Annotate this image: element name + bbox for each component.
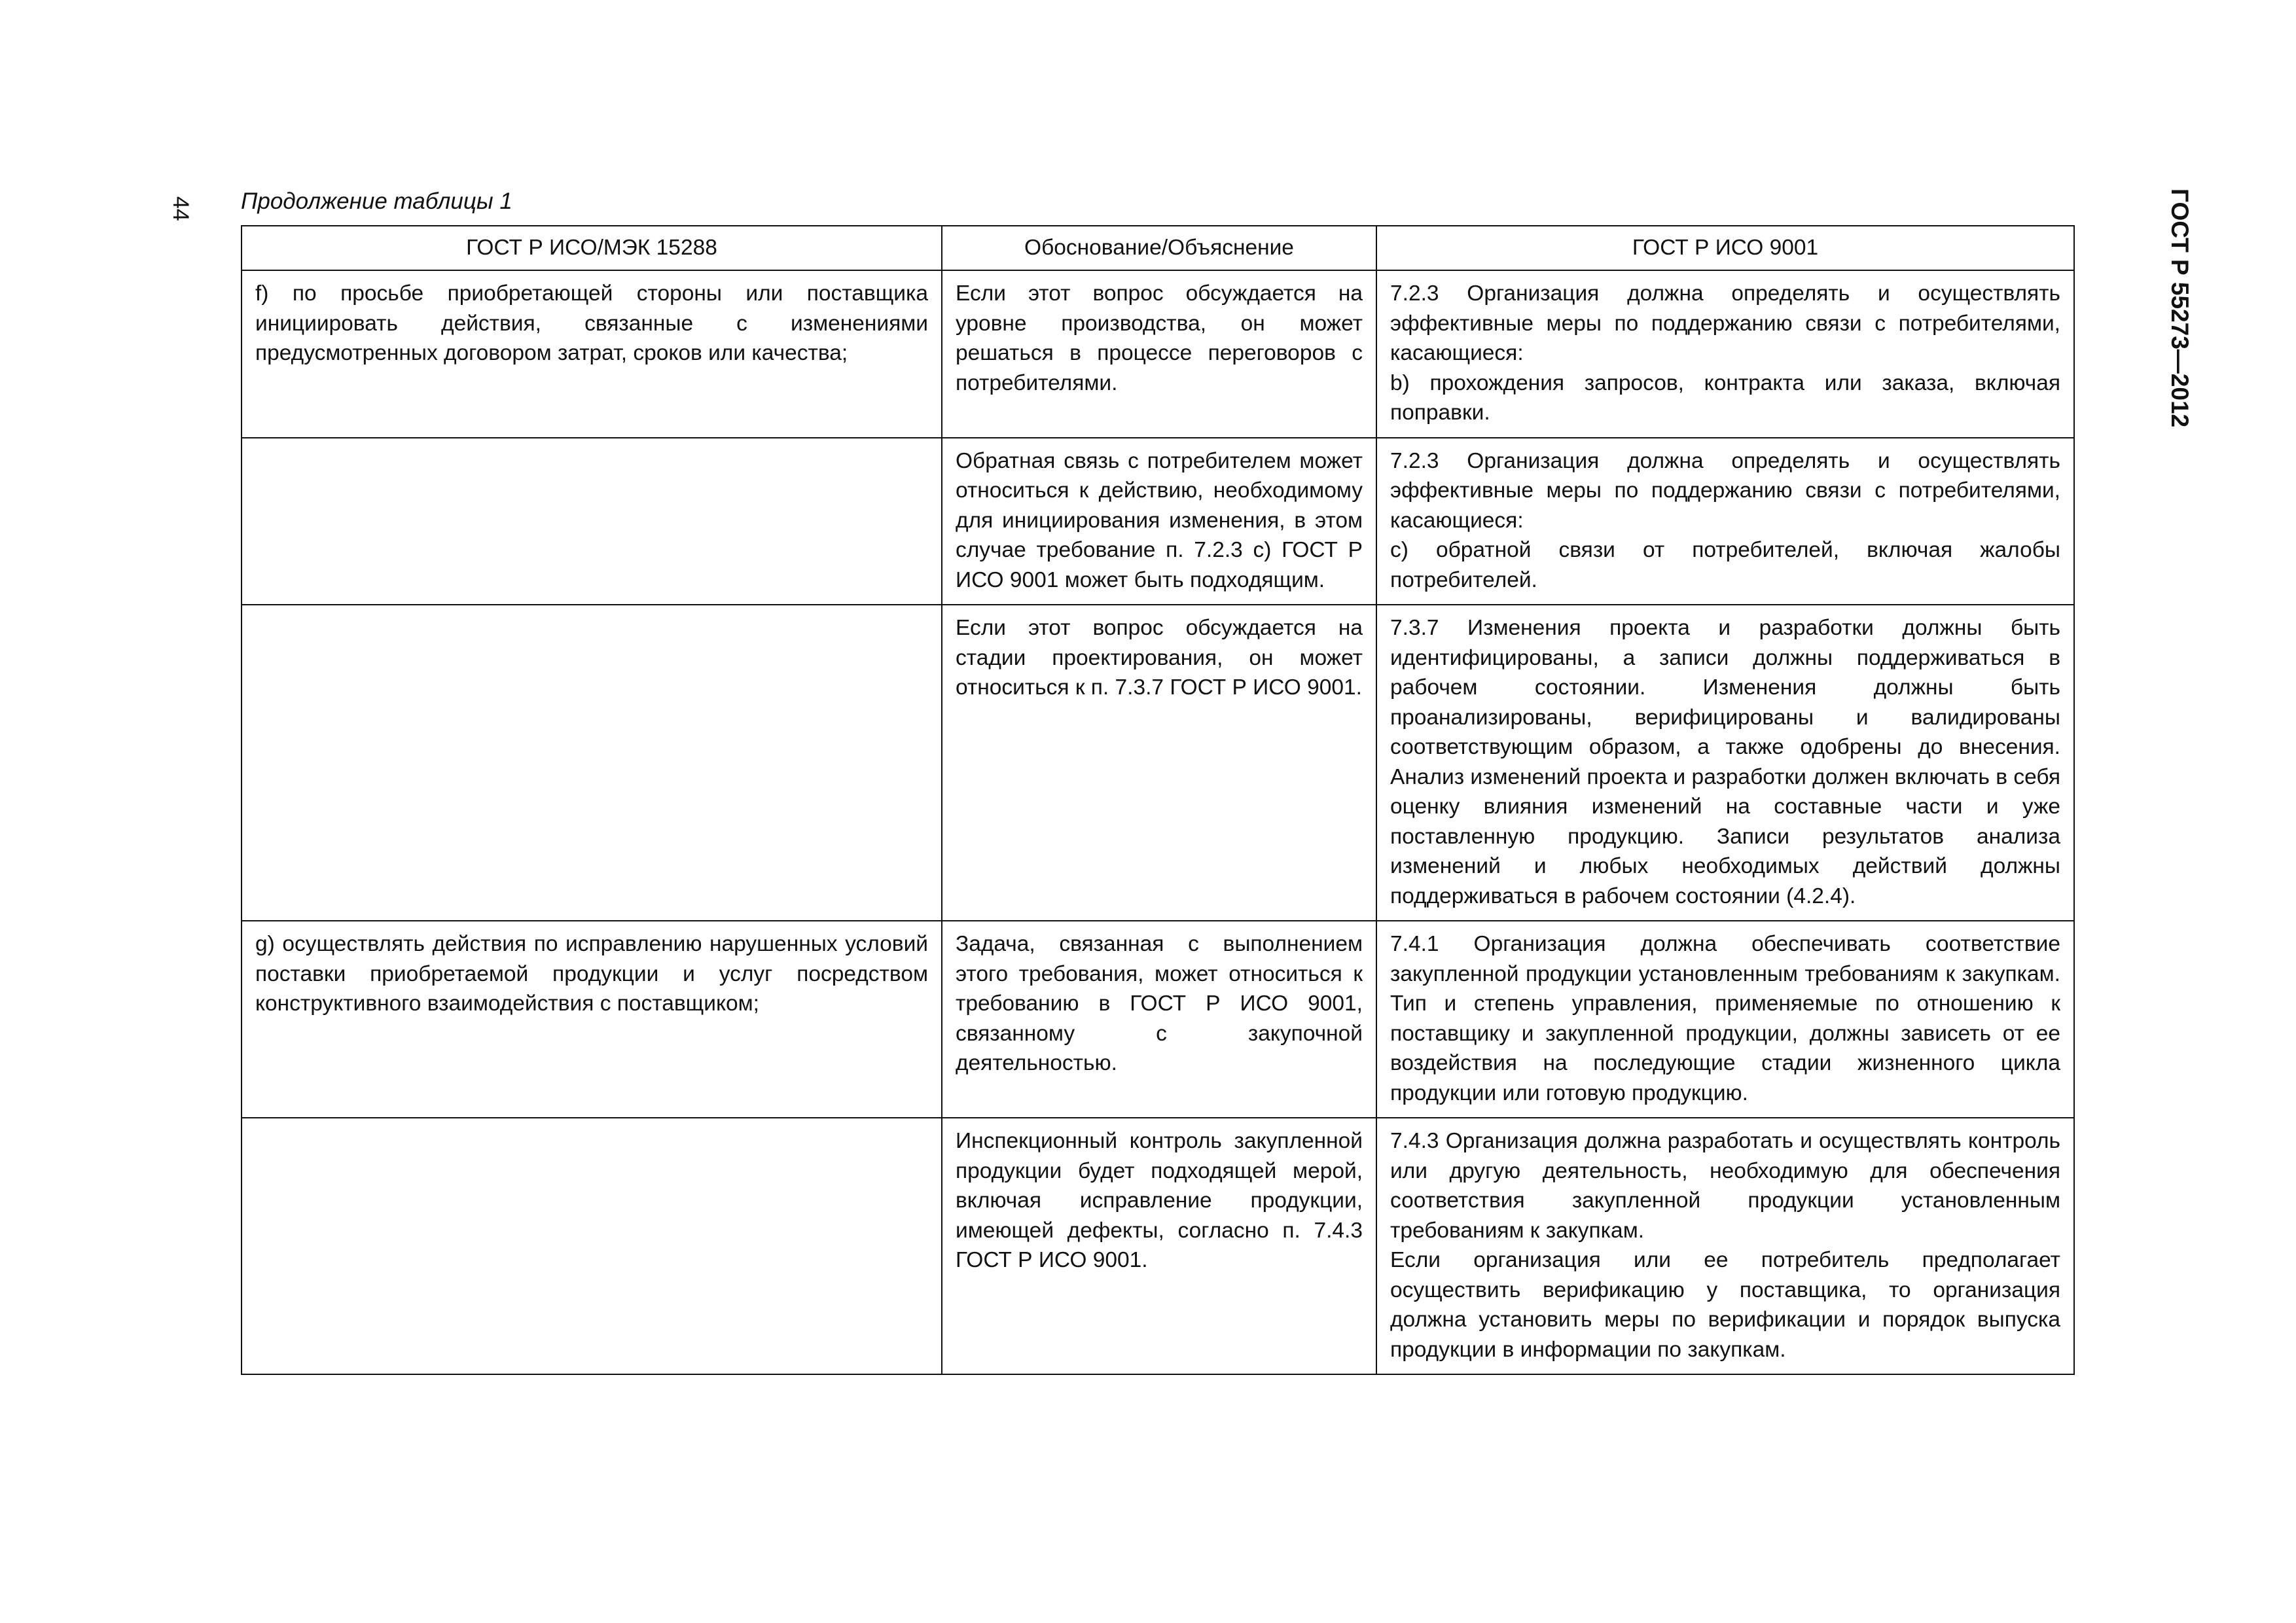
cell-iso15288 xyxy=(242,438,942,605)
table-row xyxy=(242,921,2074,1118)
table-row xyxy=(242,270,2074,438)
cell-paragraph: 7.2.3 Организация должна определять и осуществлять эффективные меры по поддержанию связи с потребителями, касающиеся: xyxy=(1390,281,2060,365)
cell-iso9001 xyxy=(1376,1118,2074,1374)
cell-paragraph: 7.4.1 Организация должна обеспечивать соответствие закупленной продукции установленным требованиям к закупкам. Тип и степень управления, применяемые по отношению к поставщику и закупленной продукции, должны зависеть от ее воздействия на последующие стадии жизненного цикла продукции или готовую продукцию. xyxy=(1390,932,2060,1105)
cell-paragraph: 7.3.7 Изменения проекта и разработки должны быть идентифицированы, а записи должны поддерживаться в рабочем состоянии. Изменения должны быть проанализированы, верифицированы и валидированы соответствующим образом, а также одобрены до внесения. Анализ изменений проекта и разработки должен включать в себя оценку влияния изменений на составные части и уже поставленную продукцию. Записи результатов анализа изменений и любых необходимых действий должны поддерживаться в рабочем состоянии (4.2.4). xyxy=(1390,616,2060,908)
cell-iso9001 xyxy=(1376,438,2074,605)
cell-iso9001 xyxy=(1376,605,2074,921)
cell-paragraph: с) обратной связи от потребителей, включая жалобы потребителей. xyxy=(1390,538,2060,592)
table-row xyxy=(242,438,2074,605)
document-code xyxy=(2162,188,2202,490)
cell-iso15288 xyxy=(242,605,942,921)
cell-rationale: Обратная связь с потребителем может относиться к действию, необходимому для инициирования изменения, в этом случае требование п. 7.2.3 с) ГОСТ Р ИСО 9001 может быть подходящим. xyxy=(942,438,1376,605)
cell-rationale: Инспекционный контроль закупленной продукции будет подходящей мерой, включая исправление продукции, имеющей дефекты, согласно п. 7.4.3 ГОСТ Р ИСО 9001. xyxy=(942,1118,1376,1374)
cell-iso15288 xyxy=(242,1118,942,1374)
table-header-row xyxy=(242,226,2074,270)
cell-iso15288: g) осуществлять действия по исправлению нарушенных условий поставки приобретаемой продукции и услуг посредством конструктивного взаимодействия с поставщиком; xyxy=(242,921,942,1118)
page-number-text: 44 xyxy=(168,196,193,221)
table-row xyxy=(242,605,2074,921)
cell-iso9001 xyxy=(1376,921,2074,1118)
cell-rationale: Если этот вопрос обсуждается на стадии проектирования, он может относиться к п. 7.3.7 ГОСТ Р ИСО 9001. xyxy=(942,605,1376,921)
cell-rationale: Если этот вопрос обсуждается на уровне производства, он может решаться в процессе переговоров с потребителями. xyxy=(942,270,1376,438)
table-row xyxy=(242,1118,2074,1374)
cell-rationale: Задача, связанная с выполнением этого требования, может относиться к требованию в ГОСТ Р ИСО 9001, связанному с закупочной деятельностью. xyxy=(942,921,1376,1118)
column-header: ГОСТ Р ИСО 9001 xyxy=(1376,226,2074,270)
cell-paragraph: 7.4.3 Организация должна разработать и осуществлять контроль или другую деятельность, необходимую для обеспечения соответствия закупленной продукции установленным требованиям к закупкам. xyxy=(1390,1129,2060,1243)
column-header: ГОСТ Р ИСО/МЭК 15288 xyxy=(242,226,942,270)
cell-paragraph: b) прохождения запросов, контракта или заказа, включая поправки. xyxy=(1390,370,2060,425)
cell-paragraph: 7.2.3 Организация должна определять и осуществлять эффективные меры по поддержанию связи с потребителями, касающиеся: xyxy=(1390,448,2060,533)
cell-iso15288: f) по просьбе приобретающей стороны или поставщика инициировать действия, связанные с изменениями предусмотренных договором затрат, сроков или качества; xyxy=(242,270,942,438)
table-caption: Продолжение таблицы 1 xyxy=(241,188,512,214)
cell-iso9001 xyxy=(1376,270,2074,438)
comparison-table xyxy=(241,225,2075,1375)
page-number xyxy=(168,196,194,236)
column-header: Обоснование/Объяснение xyxy=(942,226,1376,270)
cell-paragraph: Если организация или ее потребитель предполагает осуществить верификацию у поставщика, то организация должна установить меры по верификации и порядок выпуска продукции в информации по закупкам. xyxy=(1390,1248,2060,1362)
document-code-text: ГОСТ Р 55273—2012 xyxy=(2166,188,2193,428)
